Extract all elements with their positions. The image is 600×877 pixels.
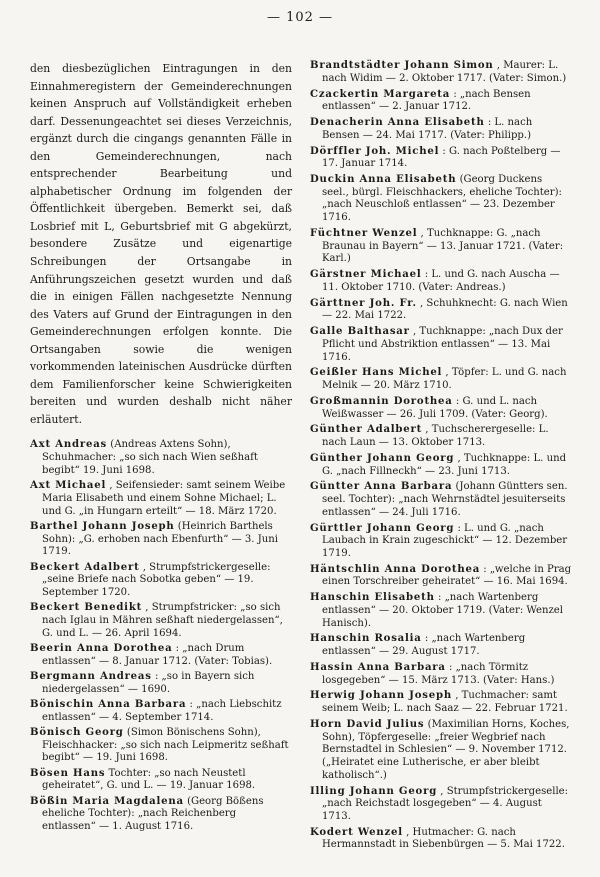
entry-text: : L. und G. nach Auscha — 11. Oktober 1710. (Vater: Andreas.) xyxy=(322,269,560,293)
entry-name: Großmannin Dorothea xyxy=(310,395,453,407)
entry-text: , Tuchscherergeselle: L. nach Laun — 13. Oktober 1713. xyxy=(322,424,549,449)
register-entry xyxy=(310,89,572,114)
entry-text: , Strumpfstricker: „so sich nach Iglau in Mähren seßhaft niedergelassen“, G. und L. — 26. April 1694. xyxy=(42,602,283,639)
entry-text: (Maximilian Horns, Koches, Sohn), Töpfergeselle: „freier Wegbrief nach Bernstadtel in Schlesien“ — 9. November 1712. („Heiratet eine Lutherische, er aber bleibt katholisch“.) xyxy=(322,718,570,781)
entry-text: : „nach Törmitz losgegeben“ — 15. März 1713. (Vater: Hans.) xyxy=(322,661,555,686)
entry-name: Bönisch Georg xyxy=(30,727,124,738)
entry-text: : „nach Bensen entlassen“ — 2. Januar 1712. xyxy=(322,88,531,113)
register-entry xyxy=(310,367,572,392)
entry-text: : „nach Liebschitz entlassen“ — 4. September 1714. xyxy=(42,699,282,723)
entry-name: Hanschin Rosalia xyxy=(310,633,422,645)
register-entry xyxy=(310,228,572,266)
register-entry xyxy=(30,602,292,640)
register-entry xyxy=(310,326,572,364)
entry-name: Geißler Hans Michel xyxy=(310,367,443,379)
entry-name: Gürttler Johann Georg xyxy=(310,522,455,534)
entry-text: Tochter: „so nach Neustetl geheiratet“, G. und L. — 19. Januar 1698. xyxy=(42,767,256,792)
entry-name: Günther Johann Georg xyxy=(310,452,455,464)
register-entry xyxy=(310,662,572,687)
entry-text: (Johann Güntters sen. seel. Tochter): „nach Wehrnstädtel jesuiterseits entlassen“ — 24. Juli 1716. xyxy=(322,481,568,518)
entry-name: Czackertin Margareta xyxy=(310,88,451,100)
entry-name: Beerin Anna Dorothea xyxy=(30,643,173,654)
entry-name: Füchtner Wenzel xyxy=(310,227,418,239)
register-entry xyxy=(310,453,572,478)
left-entry-list xyxy=(30,439,292,833)
entry-text: (Andreas Axtens Sohn), Schuhmacher: „so sich nach Wien seßhaft begibt“ 19. Juni 1698. xyxy=(42,439,258,476)
register-entry xyxy=(310,719,572,783)
register-entry xyxy=(310,146,572,171)
entry-name: Bönischin Anna Barbara xyxy=(30,699,187,710)
register-entry xyxy=(30,562,292,600)
entry-name: Beckert Benedikt xyxy=(30,602,143,614)
register-entry xyxy=(310,592,572,630)
register-entry xyxy=(30,643,292,668)
entry-name: Duckin Anna Elisabeth xyxy=(310,174,457,185)
entry-text: , Töpfer: L. und G. nach Melnik — 20. März 1710. xyxy=(322,367,567,392)
entry-name: Bößin Maria Magdalena xyxy=(30,795,184,807)
register-entry xyxy=(310,396,572,421)
entry-name: Gärttner Joh. Fr. xyxy=(310,297,417,309)
left-column xyxy=(30,60,292,836)
entry-name: Beckert Adalbert xyxy=(30,561,140,573)
entry-text: : „so in Bayern sich niedergelassen“ — 1690. xyxy=(42,671,255,695)
register-entry xyxy=(30,796,292,834)
register-entry xyxy=(310,481,572,519)
entry-text: , Maurer: L. nach Widim — 2. Oktober 1717. (Vater: Simon.) xyxy=(322,60,567,84)
right-entry-list xyxy=(310,60,572,852)
entry-text: (Georg Bößens eheliche Tochter): „nach Reichenberg entlassen“ — 1. August 1716. xyxy=(42,795,264,833)
entry-name: Hanschin Elisabeth xyxy=(310,592,435,604)
entry-text: , Hutmacher: G. nach Hermannstadt in Siebenbürgen — 5. Mai 1722. xyxy=(322,826,565,851)
register-entry xyxy=(30,727,292,765)
entry-text: : „nach Wartenberg entlassen“ — 20. Oktober 1719. (Vater: Wenzel Hanisch). xyxy=(322,592,563,629)
entry-text: : G. nach Poßtelberg — 17. Januar 1714. xyxy=(322,145,561,170)
register-entry xyxy=(310,827,572,852)
register-entry xyxy=(310,269,572,294)
page-number: — 102 — xyxy=(266,10,334,25)
entry-text: , Tuchmacher: samt seinem Weib; L. nach Saaz — 22. Februar 1721. xyxy=(322,690,568,715)
entry-text: : „nach Wartenberg entlassen“ — 29. August 1717. xyxy=(322,633,526,658)
entry-text: : „welche in Prag einen Torschreiber geheiratet“ — 16. Mai 1694. xyxy=(322,563,572,588)
entry-name: Barthel Johann Joseph xyxy=(30,520,175,532)
register-entry xyxy=(310,564,572,589)
entry-text: (Heinrich Barthels Sohn): „G. erhoben nach Ebenfurth“ — 3. Juni 1719. xyxy=(42,520,279,558)
register-entry xyxy=(310,523,572,561)
entry-text: : L. nach Bensen — 24. Mai 1717. (Vater: Philipp.) xyxy=(322,117,533,141)
register-entry xyxy=(310,633,572,658)
entry-name: Axt Michael xyxy=(30,480,107,492)
entry-name: Gärstner Michael xyxy=(310,269,422,281)
register-entry xyxy=(30,480,292,518)
entry-text: , Tuchknappe: „nach Dux der Pflicht und Abstriktion entlassen“ — 13. Mai 1716. xyxy=(322,326,563,363)
register-entry xyxy=(30,439,292,477)
register-entry xyxy=(30,768,292,793)
entry-name: Günther Adalbert xyxy=(310,424,423,436)
register-entry xyxy=(30,699,292,724)
entry-text: , Strumpfstrickergeselle: „nach Reichstadt losgegeben“ — 4. August 1713. xyxy=(322,785,569,822)
entry-name: Axt Andreas xyxy=(30,439,108,451)
intro-paragraph: den diesbezüglichen Eintragungen in den Einnahmeregistern der Gemeinderechnungen keinen Anspruch auf Vollständigkeit erheben darf. Dessenungeachtet sei dieses Verzeichnis, ergänzt durch die cingangs genannten Fälle in den Gemeinderechnungen, nach entsprechender Bearbeitung und alphabetischer Ordnung im folgenden der Öffentlichkeit übergeben. Bemerkt sei, daß Losbrief mit L, Geburtsbrief mit G abgekürzt, besondere Zusätze und eigenartige Schreibungen der Ortsangabe in Anführungszeichen gesetzt wurden und daß die in einigen Fällen nachgesetzte Nennung des Vaters auf Grund der Eintragungen in den Gemeinderechnungen erfolgen konnte. Die Ortsangaben sowie die wenigen vorkommenden lateinischen Ausdrücke dürften dem Familienforscher keine Schwierigkeiten bereiten und wurden deshalb nicht näher erläutert. xyxy=(30,62,292,426)
entry-name: Häntschlin Anna Dorothea xyxy=(310,563,481,575)
register-entry xyxy=(310,424,572,449)
entry-text: , Schuhknecht: G. nach Wien — 22. Mai 1722. xyxy=(322,297,568,322)
entry-name: Illing Johann Georg xyxy=(310,785,438,797)
entry-name: Bösen Hans xyxy=(30,767,106,779)
entry-name: Kodert Wenzel xyxy=(310,826,403,838)
register-entry xyxy=(310,174,572,225)
register-entry xyxy=(310,117,572,142)
right-column xyxy=(310,60,572,855)
entry-name: Güntter Anna Barbara xyxy=(310,481,453,493)
entry-name: Horn David Julius xyxy=(310,718,425,730)
register-entry xyxy=(310,298,572,323)
entry-text: : „nach Drum entlassen“ — 8. Januar 1712. (Vater: Tobias). xyxy=(42,643,273,667)
register-entry xyxy=(310,786,572,824)
register-entry xyxy=(310,60,572,85)
register-entry xyxy=(30,521,292,559)
entry-text: (Simon Bönischens Sohn), Fleischhacker: „so sich nach Leipmeritz seßhaft begibt“ — 19. Juni 1698. xyxy=(42,727,289,764)
register-entry xyxy=(310,690,572,715)
entry-text: , Tuchknappe: G. „nach Braunau in Bayern“ — 13. Januar 1721. (Vater: Karl.) xyxy=(322,227,564,265)
entry-name: Galle Balthasar xyxy=(310,326,410,338)
entry-text: : G. und L. nach Weißwasser — 26. Juli 1709. (Vater: Georg). xyxy=(322,395,548,420)
entry-name: Hassin Anna Barbara xyxy=(310,661,446,673)
entry-text: (Georg Duckens seel., bürgl. Fleischhackers, eheliche Tochter): „nach Neuschloß entlassen“ — 23. Dezember 1716. xyxy=(322,174,562,224)
entry-name: Dörffler Joh. Michel xyxy=(310,145,440,157)
entry-text: , Tuchknappe: L. und G. „nach Fillneckh“ — 23. Juni 1713. xyxy=(322,452,567,477)
entry-text: , Strumpfstrickergeselle: „seine Briefe nach Sobotka geben“ — 19. September 1720. xyxy=(42,561,271,598)
entry-name: Brandtstädter Johann Simon xyxy=(310,60,494,71)
register-entry xyxy=(30,671,292,696)
entry-name: Herwig Johann Joseph xyxy=(310,690,452,702)
entry-text: , Seifensieder: samt seinem Weibe Maria Elisabeth und einem Sohne Michael; L. und G. „in Hungarn erteilt“ — 18. März 1720. xyxy=(42,480,286,517)
entry-text: : L. und G. „nach Laubach in Krain zugeschickt“ — 12. Dezember 1719. xyxy=(322,522,568,559)
entry-name: Bergmann Andreas xyxy=(30,671,152,682)
entry-name: Denacherin Anna Elisabeth xyxy=(310,117,485,128)
